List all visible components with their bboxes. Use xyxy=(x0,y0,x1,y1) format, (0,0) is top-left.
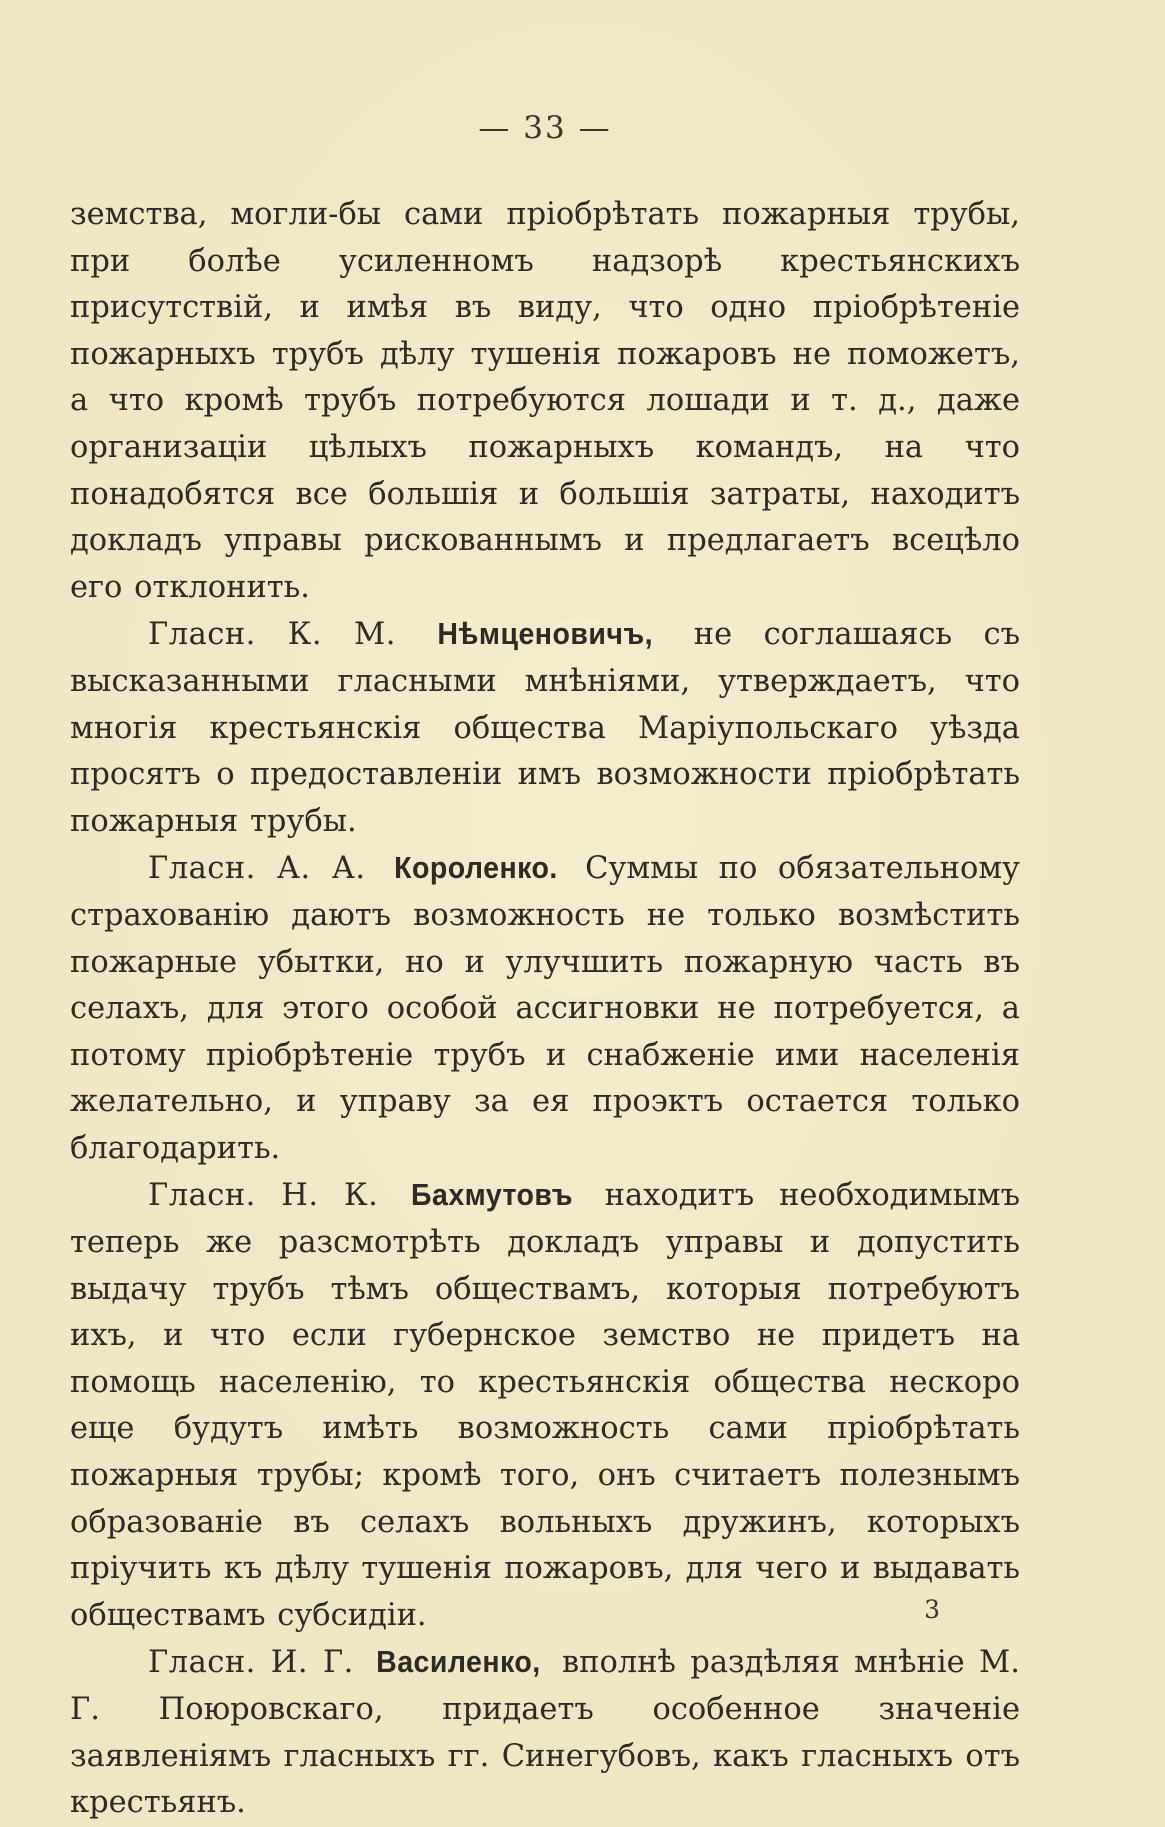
paragraph-speech-vasilenko xyxy=(70,1639,1020,1826)
speaker-prefix: Гласн. И. Г. xyxy=(148,1645,369,1681)
paragraph-speech-bakhmutov xyxy=(70,1172,1020,1639)
page-number: — 33 — xyxy=(478,110,612,146)
body-text xyxy=(70,192,1020,1827)
paragraph-speech-korolenko xyxy=(70,845,1020,1172)
paragraph-continuation xyxy=(70,192,1020,611)
speaker-name: Короленко. xyxy=(393,850,558,886)
paragraph-text: находитъ необходимымъ теперь же разсмотрѣть докладъ управы и допустить выдачу трубъ тѣмъ обществамъ, которыя потребуютъ ихъ, и что если губернское земство не придетъ на помощь населенію, то крестьянскія общества нескоро еще будутъ имѣть возможность сами пріобрѣтать пожарныя трубы; кромѣ того, онъ считаетъ полезнымъ образованіе въ селахъ вольныхъ дружинъ, которыхъ пріучить къ дѣлу тушенія пожаровъ, для чего и выдавать обществамъ субсидіи. xyxy=(70,1178,1020,1633)
paragraph-speech-nemtsenovich xyxy=(70,611,1020,845)
speaker-name: Бахмутовъ xyxy=(410,1177,573,1213)
paragraph-text: вполнѣ раздѣляя мнѣніе М. Г. Поюровскаго, придаетъ особенное значеніе заявленіямъ гласныхъ гг. Синегубовъ, какъ гласныхъ отъ крестьянъ. xyxy=(70,1645,1020,1821)
speaker-prefix: Гласн. Н. К. xyxy=(148,1178,404,1214)
signature-mark: 3 xyxy=(924,1595,940,1624)
speaker-name: Василенко, xyxy=(375,1644,541,1680)
speaker-name: Нѣмценовичъ, xyxy=(437,616,653,652)
speaker-prefix: Гласн. К. М. xyxy=(148,617,428,653)
paragraph-text: не соглашаясь съ высказанными гласными мнѣніями, утверждаетъ, что многія крестьянскія общества Маріупольскаго уѣзда просятъ о предоставленіи имъ возможности пріобрѣтать пожарныя трубы. xyxy=(70,617,1020,839)
paragraph-text: Суммы по обязательному страхованію даютъ возможность не только возмѣстить пожарные убытки, но и улучшить пожарную часть въ селахъ, для этого особой ассигновки не потребуется, а потому пріобрѣтеніе трубъ и снабженіе ими населенія желательно, и управу за ея проэктъ остается только благодарить. xyxy=(70,851,1020,1166)
paragraph-text: земства, могли-бы сами пріобрѣтать пожарныя трубы, при болѣе усиленномъ надзорѣ крестьянскихъ присутствій, и имѣя въ виду, что одно пріобрѣтеніе пожарныхъ трубъ дѣлу тушенія пожаровъ не поможетъ, а что кромѣ трубъ потребуются лошади и т. д., даже организаціи цѣлыхъ пожарныхъ командъ, на что понадобятся все большія и большія затраты, находитъ докладъ управы рискованнымъ и предлагаетъ всецѣло его отклонить. xyxy=(70,197,1020,605)
speaker-prefix: Гласн. А. А. xyxy=(148,851,387,887)
